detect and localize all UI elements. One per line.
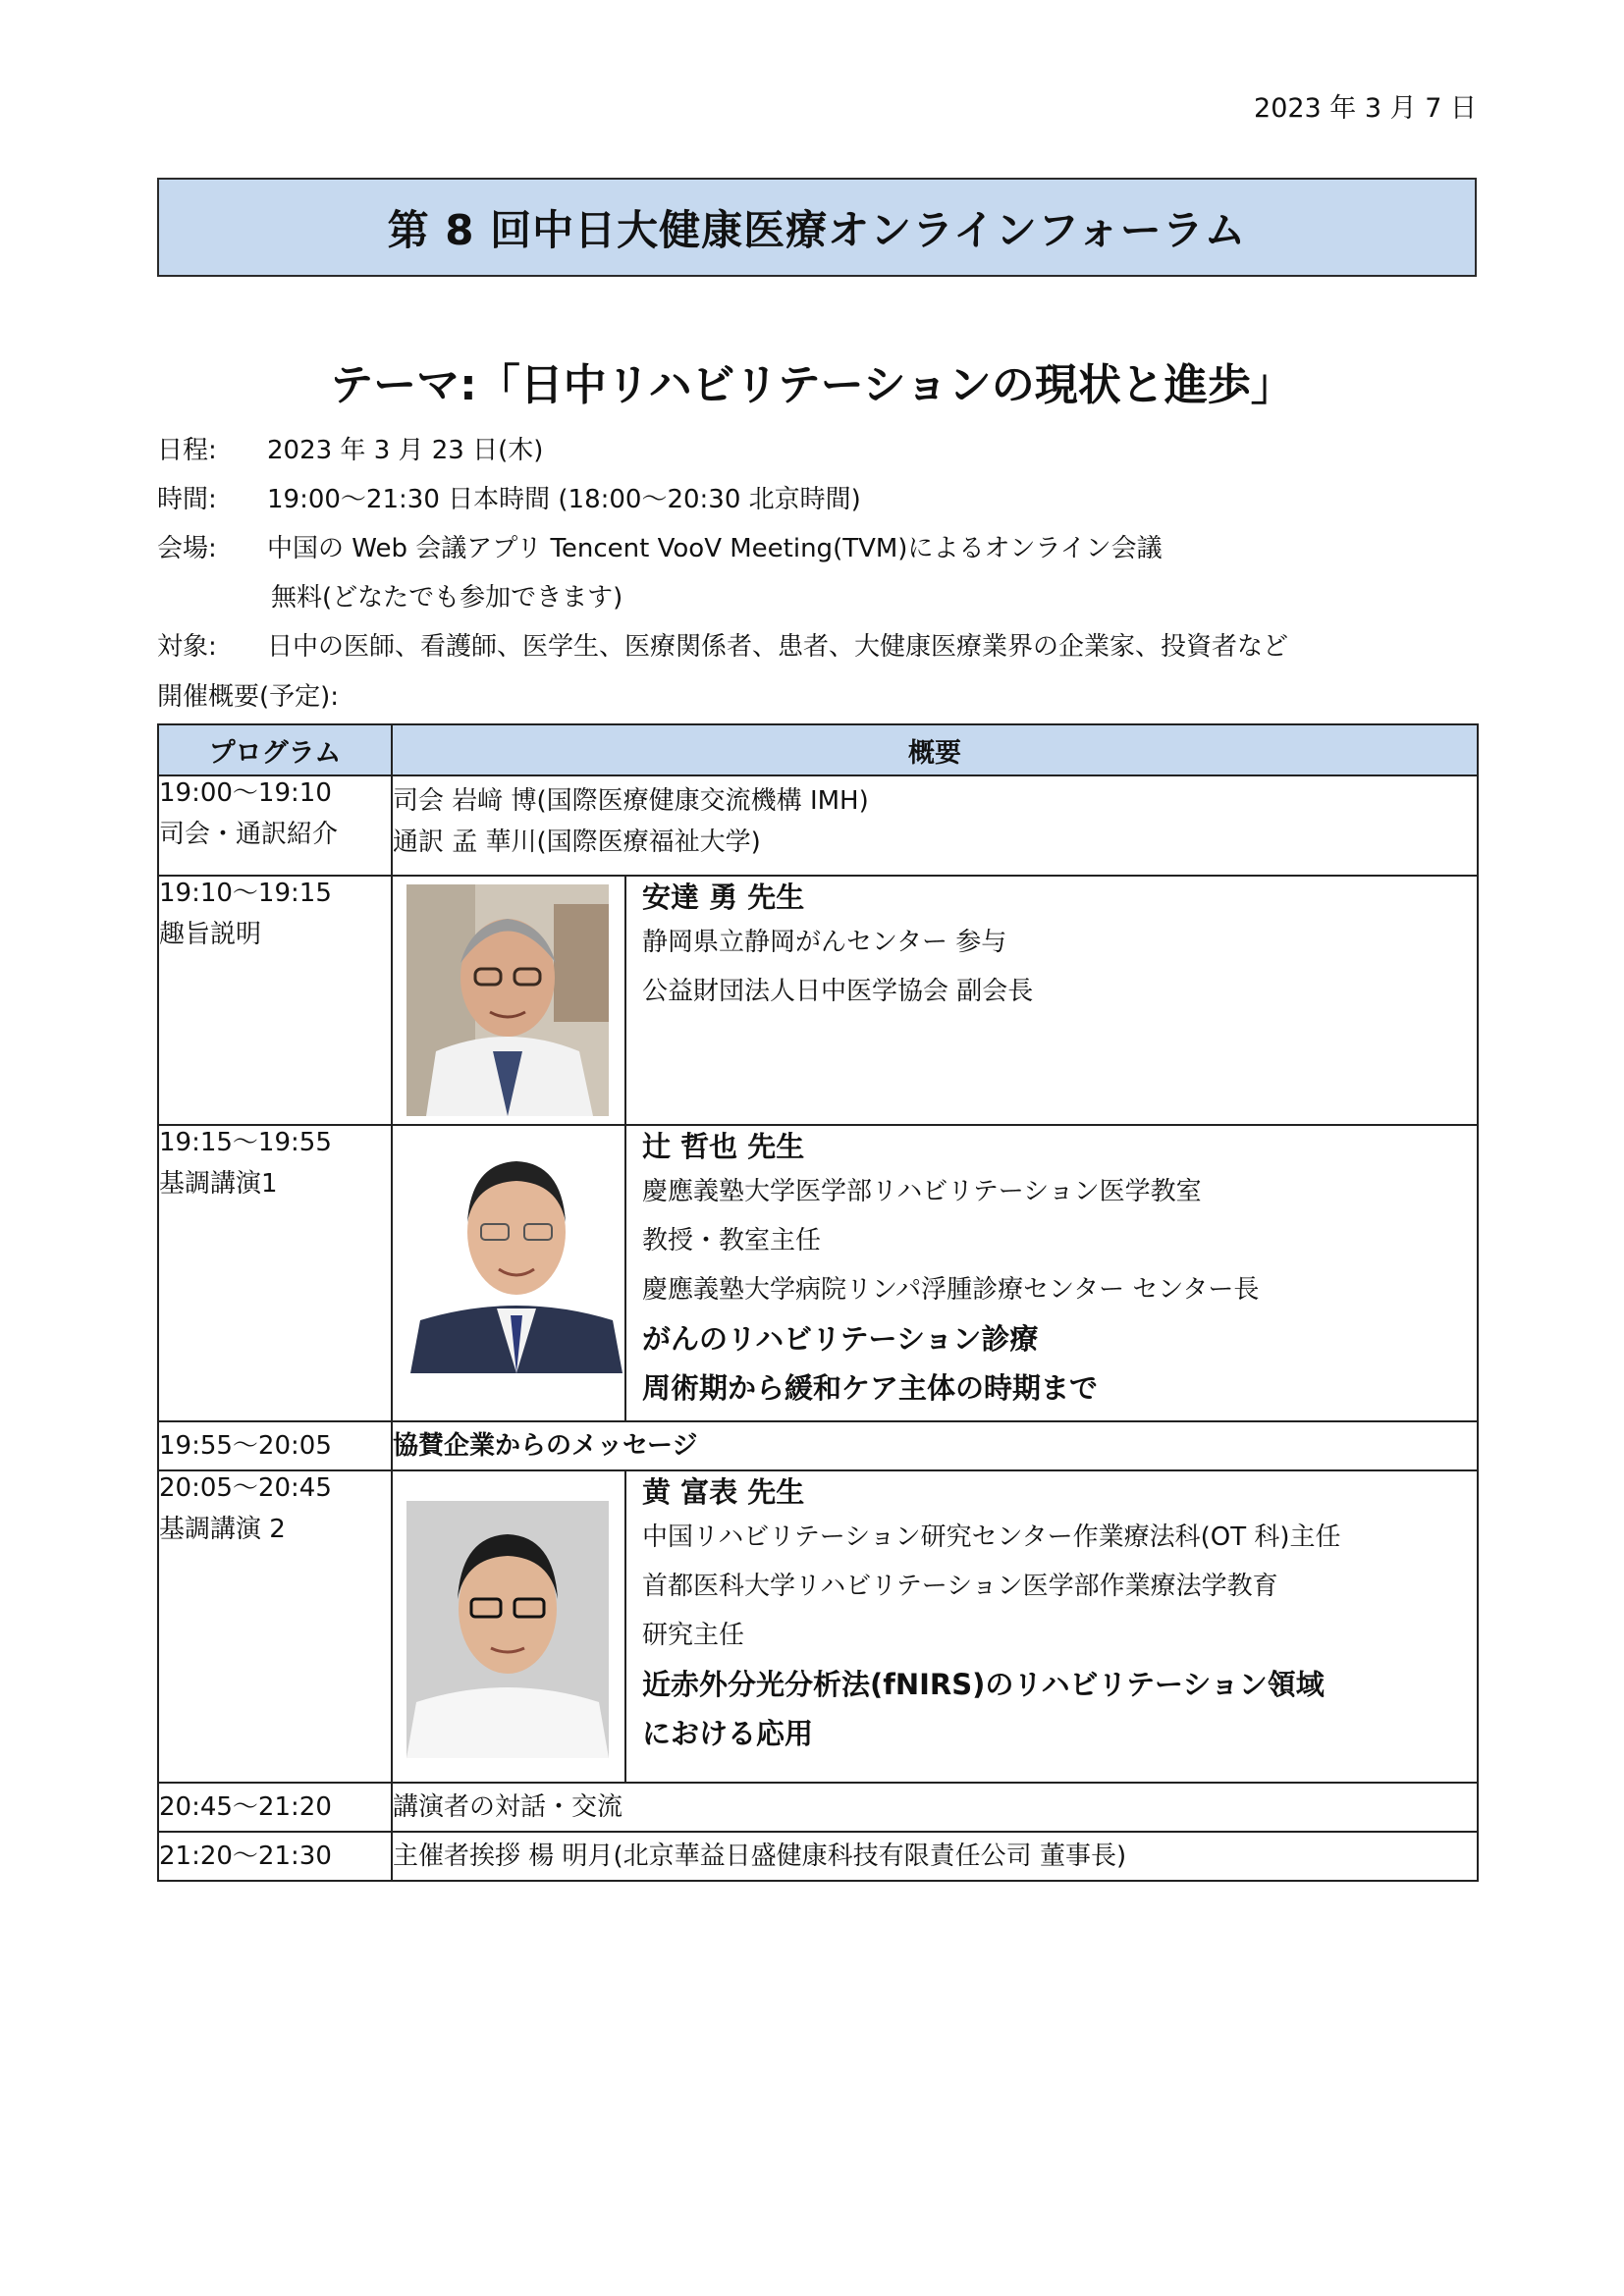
talk-title: 近赤外分光分析法(fNIRS)のリハビリテーション領域 [642, 1668, 1325, 1701]
program-cell [158, 1470, 392, 1783]
table-row [158, 1470, 1478, 1783]
forum-title: 第 8 回中日大健康医療オンラインフォーラム [387, 205, 1247, 254]
venue-value: 中国の Web 会議アプリ Tencent VooV Meeting(TVM)によるオンライン会議 [267, 534, 1163, 563]
schedule-label: 日程: [157, 436, 217, 465]
speaker-name: 安達 勇 先生 [642, 881, 805, 914]
schedule-row [157, 438, 543, 463]
summary-cell [392, 1783, 1478, 1832]
row-time: 20:45〜21:20 [159, 1792, 332, 1822]
speaker-affiliation: 公益財団法人日中医学協会 副会長 [642, 977, 1034, 1006]
header-program: プログラム [158, 724, 392, 775]
summary-cell [392, 1125, 1478, 1421]
speaker-name: 黄 富表 先生 [642, 1475, 805, 1509]
program-cell [158, 1421, 392, 1470]
speaker-photo-huang [393, 1471, 626, 1782]
talk-title: がんのリハビリテーション診療 [642, 1322, 1039, 1356]
speaker-info [626, 1471, 1477, 1782]
summary-cell [392, 1421, 1478, 1470]
time-label: 時間: [157, 485, 217, 514]
speaker-affiliation: 中国リハビリテーション研究センター作業療法科(OT 科)主任 [642, 1522, 1341, 1552]
program-cell [158, 1125, 392, 1421]
venue-label: 会場: [157, 534, 217, 563]
document-date: 2023 年 3 月 7 日 [1254, 93, 1477, 124]
venue-row [157, 536, 1163, 561]
sponsor-message: 協賛企業からのメッセージ [393, 1431, 698, 1461]
row-time: 19:15〜19:55 [159, 1128, 332, 1157]
time-value: 19:00〜21:30 日本時間 (18:00〜20:30 北京時間) [267, 485, 861, 514]
speaker-portrait-image [410, 1134, 623, 1373]
row-time: 21:20〜21:30 [159, 1842, 332, 1871]
speaker-info [626, 1126, 1477, 1420]
program-cell [158, 1832, 392, 1881]
table-row [158, 876, 1478, 1125]
target-value: 日中の医師、看護師、医学生、医療関係者、患者、大健康医療業界の企業家、投資者など [267, 632, 1289, 662]
program-table [157, 723, 1479, 1882]
table-row [158, 775, 1478, 876]
overview-row [157, 684, 339, 710]
program-cell [158, 876, 392, 1125]
table-row [158, 1783, 1478, 1832]
speaker-affiliation: 慶應義塾大学医学部リハビリテーション医学教室 [642, 1177, 1202, 1206]
speaker-info [626, 877, 1477, 1124]
organizer-greeting: 主催者挨拶 楊 明月(北京華益日盛健康科技有限責任公司 董事長) [393, 1842, 1127, 1871]
row-label: 基調講演 2 [159, 1515, 286, 1544]
speaker-affiliation: 静岡県立静岡がんセンター 参与 [642, 928, 1007, 957]
table-row [158, 1832, 1478, 1881]
talk-subtitle: における応用 [642, 1717, 814, 1750]
row-time: 20:05〜20:45 [159, 1473, 332, 1503]
table-header-row [158, 724, 1478, 775]
speaker-portrait-image [406, 1501, 609, 1758]
speaker-portrait-image [406, 884, 609, 1116]
speaker-affiliation: 研究主任 [642, 1621, 745, 1650]
fee-value: 無料(どなたでも参加できます) [271, 583, 623, 613]
speaker-name: 辻 哲也 先生 [642, 1130, 805, 1163]
time-row [157, 487, 861, 512]
target-row [157, 634, 1288, 660]
interpreter-line: 通訳 孟 華川(国際医療福祉大学) [393, 828, 761, 857]
speaker-affiliation: 首都医科大学リハビリテーション医学部作業療法学教育 [642, 1572, 1278, 1601]
row-label: 趣旨説明 [159, 920, 262, 949]
summary-cell [392, 775, 1478, 876]
program-cell [158, 775, 392, 876]
summary-cell [392, 1832, 1478, 1881]
target-label: 対象: [157, 632, 217, 662]
fee-row [271, 585, 623, 611]
speaker-photo-adachi [393, 877, 626, 1124]
summary-cell [392, 876, 1478, 1125]
speaker-photo-tsuji [393, 1126, 626, 1420]
table-row [158, 1125, 1478, 1421]
panel-discussion: 講演者の対話・交流 [393, 1792, 623, 1822]
row-time: 19:00〜19:10 [159, 778, 332, 808]
program-cell [158, 1783, 392, 1832]
talk-subtitle: 周術期から緩和ケア主体の時期まで [642, 1371, 1099, 1405]
row-time: 19:10〜19:15 [159, 879, 332, 908]
speaker-affiliation: 慶應義塾大学病院リンパ浮腫診療センター センター長 [642, 1275, 1260, 1305]
row-label: 基調講演1 [159, 1169, 278, 1199]
row-time: 19:55〜20:05 [159, 1431, 332, 1461]
forum-title-banner [157, 178, 1477, 277]
row-label: 司会・通訳紹介 [159, 820, 339, 849]
speaker-affiliation: 教授・教室主任 [642, 1226, 822, 1255]
summary-cell [392, 1470, 1478, 1783]
theme-heading: テーマ:「日中リハビリテーションの現状と進歩」 [330, 360, 1294, 410]
header-summary: 概要 [392, 724, 1478, 775]
overview-label: 開催概要(予定): [157, 682, 340, 712]
schedule-value: 2023 年 3 月 23 日(木) [267, 436, 544, 465]
table-row [158, 1421, 1478, 1470]
mc-line: 司会 岩﨑 博(国際医療健康交流機構 IMH) [393, 786, 869, 816]
